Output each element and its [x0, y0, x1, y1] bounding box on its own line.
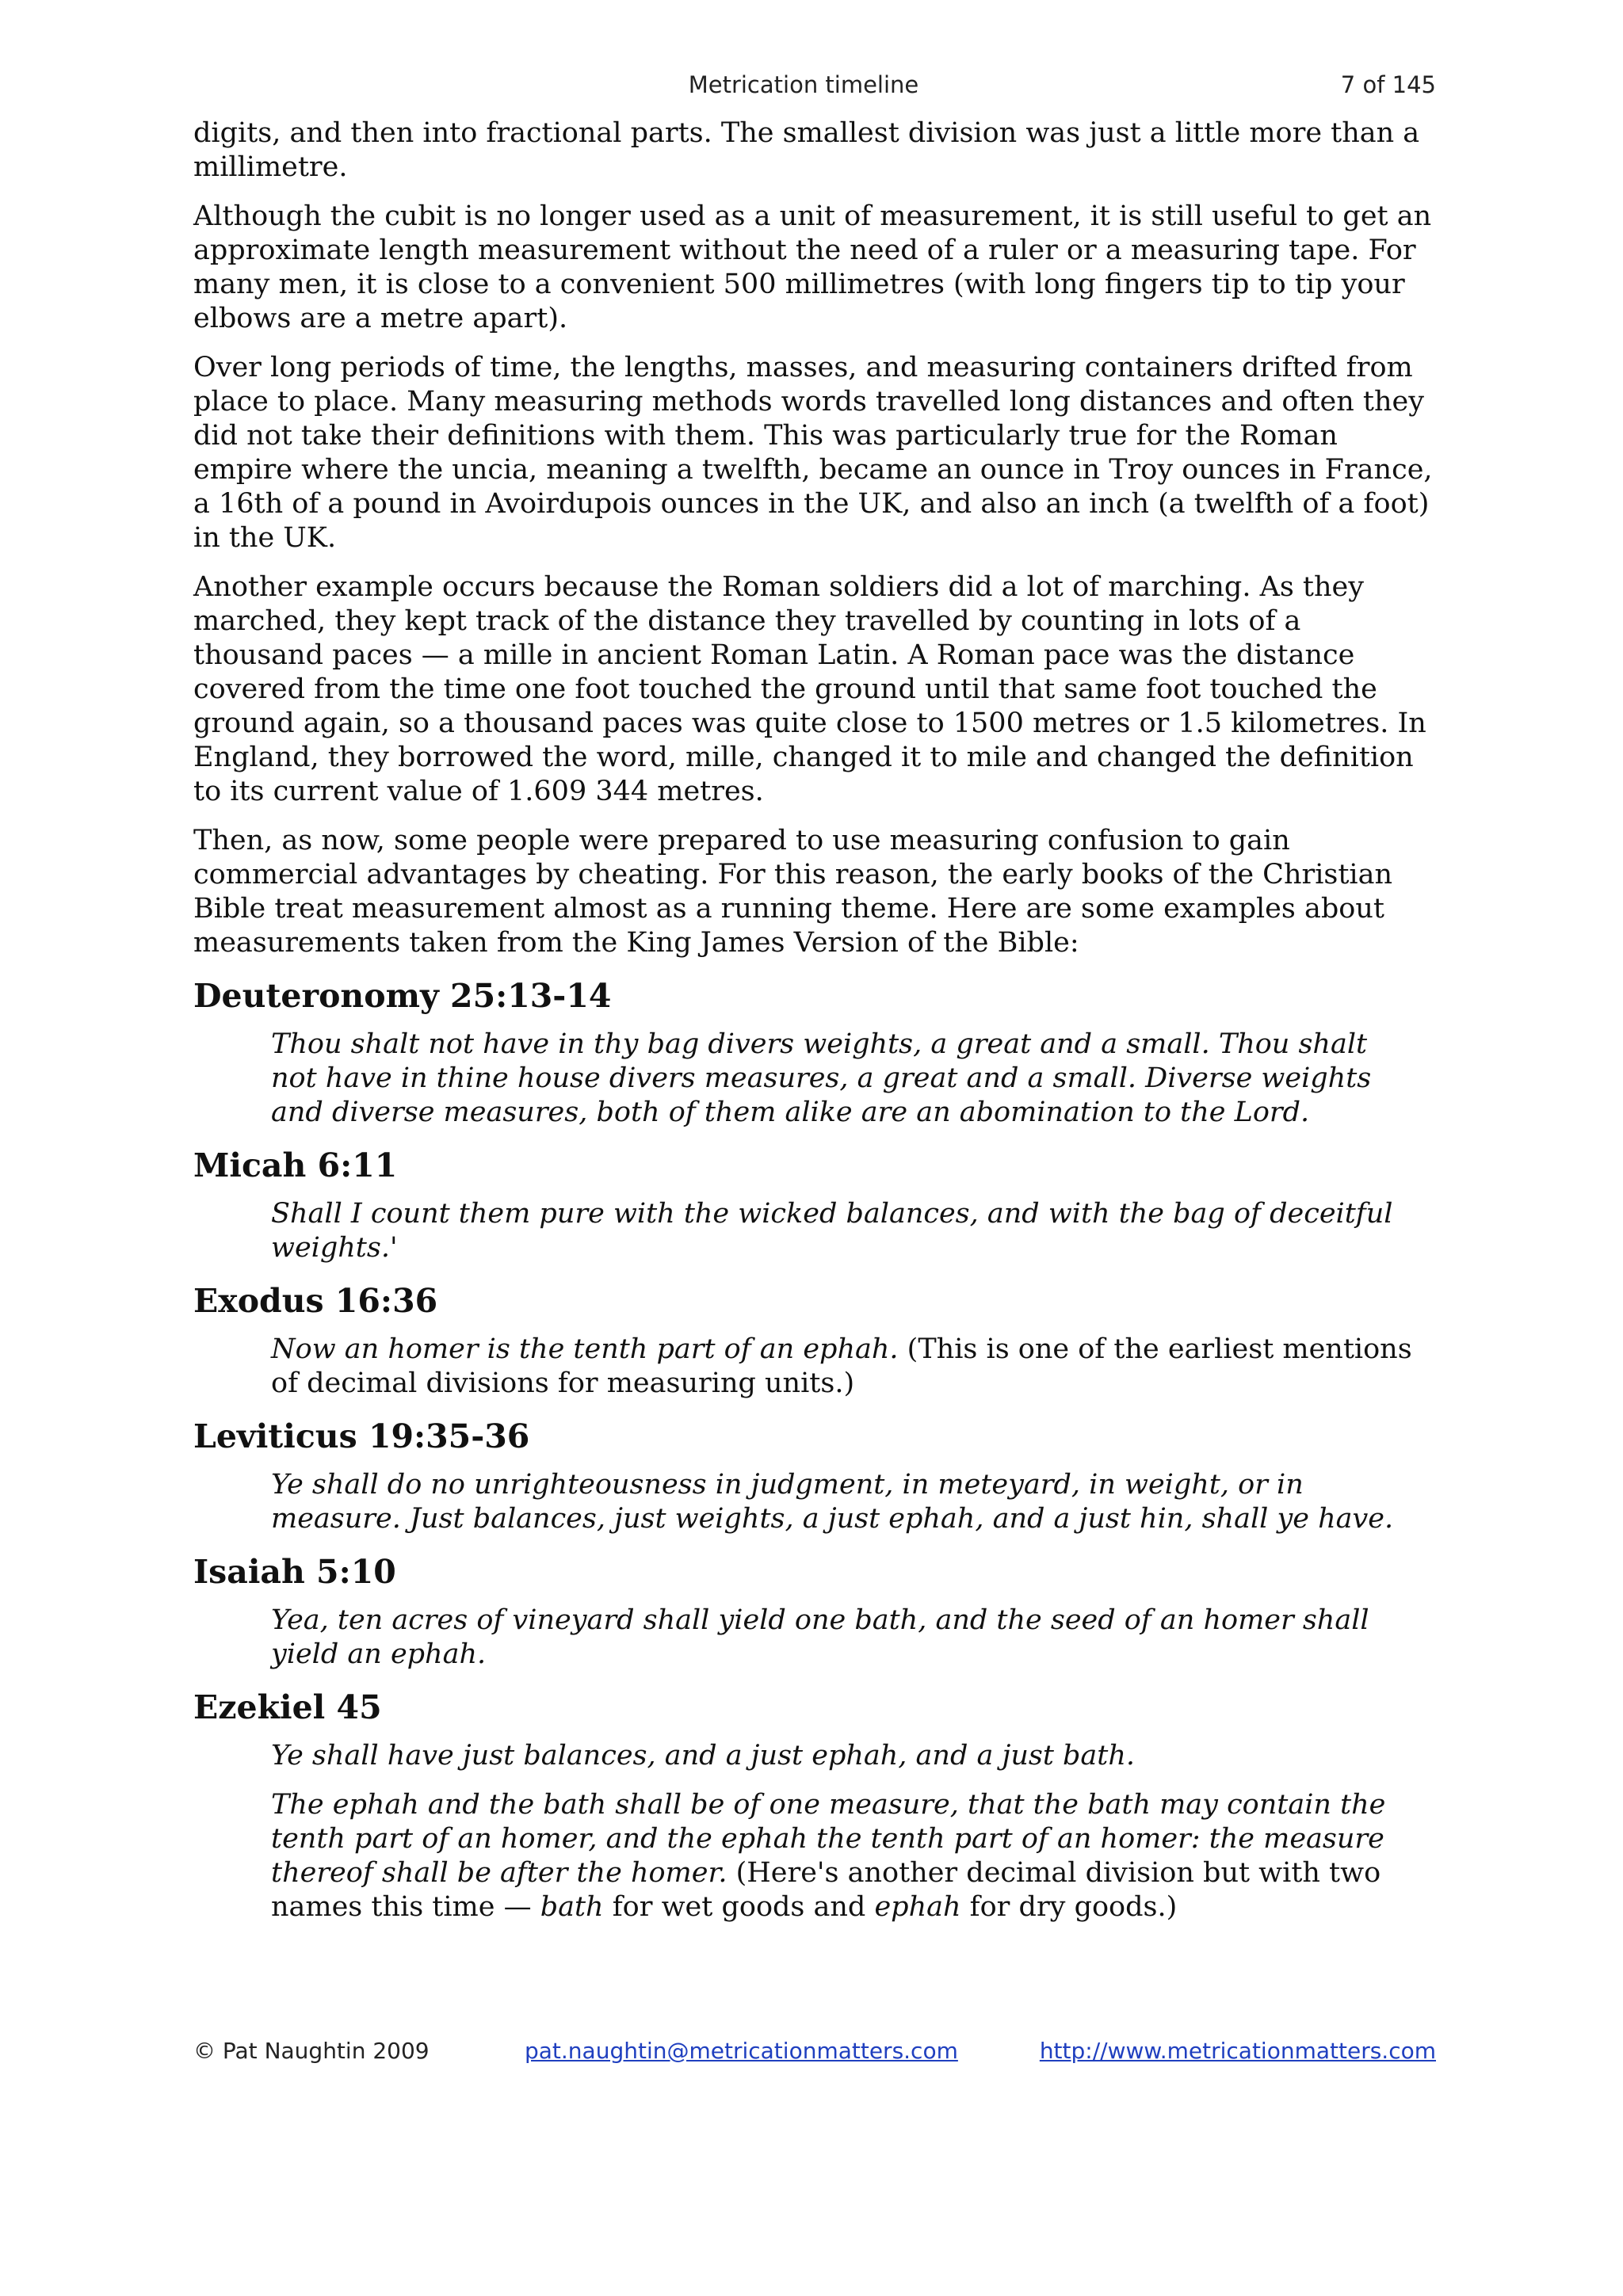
- paragraph-3: Over long periods of time, the lengths, masses, and measuring containers drifted from place to place. Many measuring methods words travelled long distances and often they did not take their definitions with them. This was particularly true for the Roman empire where the uncia, meaning a twelfth, became an ounce in Troy ounces in France, a 16th of a pound in Avoirdupois ounces in the UK, and also an inch (a twelfth of a foot) in the UK.: [193, 352, 1433, 554]
- verse-heading-ezekiel: Ezekiel 45: [193, 1688, 382, 1726]
- website-link[interactable]: http://www.metricationmatters.com: [1039, 2038, 1436, 2064]
- verse-heading-exodus: Exodus 16:36: [193, 1282, 438, 1320]
- paragraph-4: Another example occurs because the Roman soldiers did a lot of marching. As they marched, they kept track of the distance they travelled by counting in lots of a thousand paces — a mille in ancient Roman Latin. A Roman pace was the distance covered from the time one foot touched the ground until that same foot touched the ground again, so a thousand paces was quite close to 1500 metres or 1.5 kilometres. In England, they borrowed the word, mille, changed it to mile and changed the definition to its current value of 1.609 344 metres.: [193, 571, 1426, 807]
- document-title: Metrication timeline: [688, 71, 919, 98]
- email-link[interactable]: pat.naughtin@metricationmatters.com: [525, 2038, 958, 2064]
- paragraph-1: digits, and then into fractional parts. The smallest division was just a little more than a millimetre.: [193, 117, 1420, 183]
- verse-quote-deuteronomy: [271, 1028, 1420, 1130]
- paragraph-2: Although the cubit is no longer used as a unit of measurement, it is still useful to get an approximate length measurement without the need of a ruler or a measuring tape. For many men, it is close to a convenient 500 millimetres (with long fingers tip to tip your elbows are a metre apart).: [193, 200, 1432, 334]
- verse-note: (This is one of the earliest mentions of decimal divisions for measuring units.): [271, 1333, 1412, 1399]
- page-body: [193, 116, 1436, 1939]
- verse-note: (Here's another decimal division but with two names this time —: [271, 1857, 1381, 1923]
- term-bath: bath: [540, 1891, 604, 1923]
- page-number: 7 of 145: [1340, 71, 1436, 98]
- verse-heading-deuteronomy: Deuteronomy 25:13-14: [193, 977, 612, 1015]
- page-header: [193, 71, 1436, 103]
- verse-text: The ephah and the bath shall be of one measure, that the bath may contain the tenth part of an homer, and the ephah the tenth part of an homer: the measure thereof shall be after the homer.: [271, 1789, 1386, 1889]
- verse-text: Ye shall do no unrighteousness in judgment, in meteyard, in weight, or in measure. Just balances, just weights, a just ephah, and a just hin, shall ye have.: [271, 1469, 1394, 1535]
- verse-text: Shall I count them pure with the wicked balances, and with the bag of deceitful weights.': [271, 1198, 1393, 1264]
- verse-heading-isaiah: Isaiah 5:10: [193, 1553, 396, 1591]
- verse-text: Now an homer is the tenth part of an ephah.: [271, 1333, 899, 1365]
- verse-quote-exodus: [271, 1333, 1420, 1401]
- verse-quote-micah: [271, 1197, 1420, 1265]
- verse-quote-leviticus: [271, 1468, 1420, 1536]
- term-ephah: ephah: [874, 1891, 961, 1923]
- verse-heading-micah: Micah 6:11: [193, 1146, 398, 1184]
- verse-text: Ye shall have just balances, and a just ephah, and a just bath.: [271, 1740, 1136, 1772]
- verse-text: Thou shalt not have in thy bag divers weights, a great and a small. Thou shalt not have in thine house divers measures, a great and a small. Diverse weights and diverse measures, both of them alike are an abomination to the Lord.: [271, 1028, 1372, 1128]
- paragraph-5: Then, as now, some people were prepared to use measuring confusion to gain commercial advantages by cheating. For this reason, the early books of the Christian Bible treat measurement almost as a running theme. Here are some examples about measurements taken from the King James Version of the Bible:: [193, 825, 1393, 959]
- verse-quote-isaiah: [271, 1604, 1420, 1672]
- verse-text: Yea, ten acres of vineyard shall yield one bath, and the seed of an homer shall yield an ephah.: [271, 1604, 1369, 1670]
- verse-quote-ezekiel-2: [271, 1788, 1420, 1924]
- copyright-notice: © Pat Naughtin 2009: [193, 2038, 430, 2064]
- verse-note: for wet goods and: [603, 1891, 875, 1923]
- verse-note: for dry goods.): [960, 1891, 1178, 1923]
- verse-quote-ezekiel-1: [271, 1739, 1420, 1773]
- verse-heading-leviticus: Leviticus 19:35-36: [193, 1417, 530, 1455]
